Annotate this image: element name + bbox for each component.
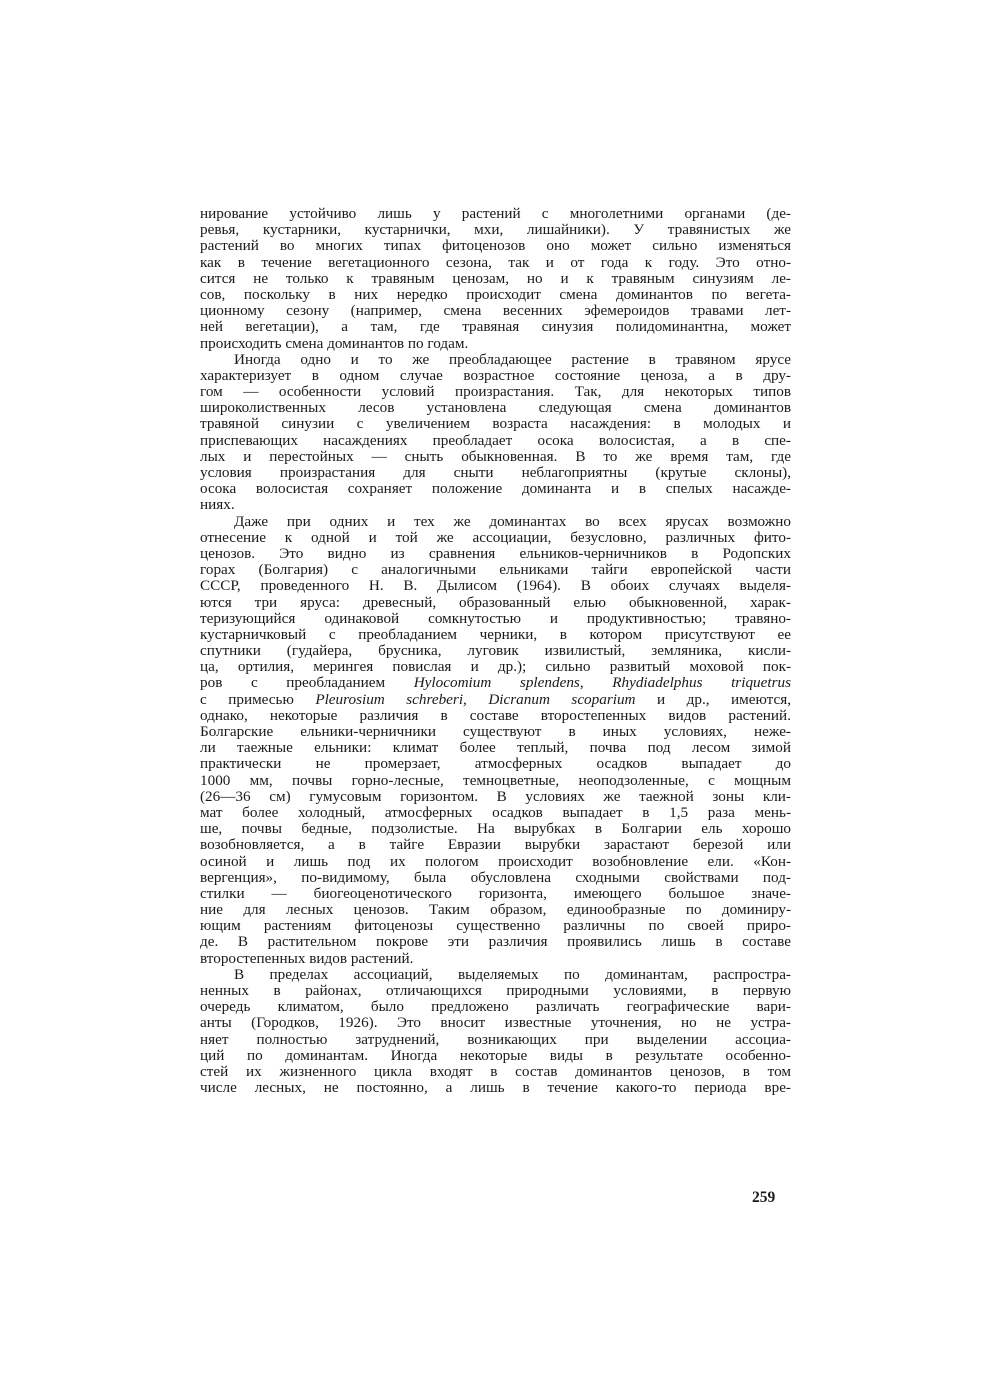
- text-line: ли таежные ельники: климат более теплый, почва под лесом зимой: [200, 739, 791, 757]
- text-line: характеризует в одном случае возрастное состояние ценоза, а в дру-: [200, 366, 791, 384]
- body-text: [200, 206, 791, 1096]
- text-line: лых и перестойных — сныть обыкновенная. В то же время там, где: [200, 447, 791, 465]
- text-line: ниях.: [200, 496, 235, 514]
- text-line: ющим растениям фитоценозы существенно различны по своей приро-: [200, 917, 791, 935]
- text-line: числе лесных, не постоянно, а лишь в течение какого-то периода вре-: [200, 1079, 791, 1097]
- text-run: ров с преобладанием: [200, 674, 414, 692]
- text-line-mixed: [200, 692, 791, 708]
- text-line: растений во многих типах фитоценозов оно может сильно изменяться: [200, 237, 791, 255]
- text-line: широколиственных лесов установлена следующая смена доминантов: [200, 399, 791, 417]
- text-line: (26—36 см) гумусовым горизонтом. В условиях же таежной зоны кли-: [200, 787, 791, 805]
- text-line: стилки — биогеоценотического горизонта, имеющего большое значе-: [200, 884, 791, 902]
- text-line: 1000 мм, почвы горно-лесные, темноцветные, неоподзоленные, с мощным: [200, 771, 791, 789]
- text-line: гом — особенности условий произрастания. Так, для некоторых типов: [200, 383, 791, 401]
- text-line: приспевающих насаждениях преобладает осока волосистая, а в спе-: [200, 431, 791, 449]
- text-line: второстепенных видов растений.: [200, 949, 414, 967]
- text-line: СССР, проведенного Н. В. Дылисом (1964). В обоих случаях выделя-: [200, 577, 791, 595]
- text-line: ние для лесных ценозов. Таким образом, единообразные по доминиру-: [200, 901, 791, 919]
- text-line: ца, ортилия, мерингея повислая и др.); сильно развитый моховой пок-: [200, 658, 791, 676]
- text-line: ций по доминантам. Иногда некоторые виды в результате особенно-: [200, 1046, 791, 1064]
- text-line: отнесение к одной и той же ассоциации, безусловно, различных фито-: [200, 528, 791, 546]
- text-line: нирование устойчиво лишь у растений с многолетними органами (де-: [200, 205, 791, 222]
- text-line: анты (Городков, 1926). Это вносит известные уточнения, но не устра-: [200, 1014, 791, 1032]
- text-line: как в течение вегетационного сезона, так и от года к году. Это отно-: [200, 253, 791, 271]
- page-number: 259: [752, 1189, 776, 1206]
- text-line: сов, поскольку в них нередко происходит смена доминантов по вегета-: [200, 285, 791, 303]
- text-line: ревья, кустарники, кустарнички, мхи, лишайники). У травянистых же: [200, 221, 791, 239]
- text-line: происходить смена доминантов по годам.: [200, 334, 469, 352]
- text-line: ценозов. Это видно из сравнения ельников-черничников в Родопских: [200, 544, 791, 562]
- text-line: условия произрастания для сныти неблагоприятны (крутые склоны),: [200, 464, 791, 481]
- text-run: с примесью: [200, 690, 316, 708]
- text-line: травяной синузии с увеличением возраста насаждения: в молодых и: [200, 415, 791, 433]
- text-line: сится не только к травяным ценозам, но и к травяным синузиям ле-: [200, 269, 791, 287]
- text-line: де. В растительном покрове эти различия проявились лишь в составе: [200, 933, 791, 951]
- text-line: спутники (гудайера, брусника, луговик извилистый, земляника, кисли-: [200, 642, 791, 660]
- text-line: ненных в районах, отличающихся природными условиями, в первую: [200, 982, 791, 999]
- text-line: практически не промерзает, атмосферных осадков выпадает до: [200, 755, 791, 773]
- text-line: ционному сезону (например, смена весенних эфемероидов травами лет-: [200, 302, 791, 320]
- text-line: горах (Болгария) с аналогичными ельниками тайги европейской части: [200, 561, 791, 579]
- text-line: вергенция», по-видимому, была обусловлена сходными свойствами под-: [200, 868, 791, 886]
- text-line: кустарничковый с преобладанием черники, в котором присутствуют ее: [200, 625, 791, 643]
- text-line: ются три яруса: древесный, образованный елью обыкновенной, харак-: [200, 593, 791, 611]
- text-line: очередь климатом, было предложено различать географические вари-: [200, 998, 791, 1016]
- text-line: няет полностью затруднений, возникающих при выделении ассоциа-: [200, 1030, 791, 1048]
- text-line: осока волосистая сохраняет положение доминанта и в спелых насажде-: [200, 480, 791, 498]
- text-line: В пределах ассоциаций, выделяемых по доминантам, распростра-: [234, 965, 791, 983]
- text-line: осиной и лишь под их пологом происходит возобновление ели. «Кон-: [200, 852, 791, 870]
- text-line-mixed: [200, 675, 791, 691]
- text-line: ней вегетации), а там, где травяная синузия полидоминантна, может: [200, 318, 791, 336]
- text-line: Болгарские ельники-черничники существуют в иных условиях, неже-: [200, 723, 791, 740]
- text-line: Иногда одно и то же преобладающее растение в травяном ярусе: [234, 350, 791, 368]
- text-line: однако, некоторые различия в составе второстепенных видов растений.: [200, 706, 791, 724]
- text-line: мат более холодный, атмосферных осадков выпадает в 1,5 раза мень-: [200, 803, 791, 821]
- text-line: стей их жизненного цикла входят в состав доминантов ценозов, в том: [200, 1062, 791, 1080]
- text-run: и др., имеются,: [635, 690, 791, 708]
- text-line: возобновляется, а в тайге Евразии вырубки зарастают березой или: [200, 836, 791, 854]
- text-line: теризующийся одинаковой сомкнутостью и продуктивностью; травяно-: [200, 609, 791, 627]
- latin-species-names: Pleurosium schreberi, Dicranum scoparium: [315, 690, 636, 708]
- text-line: ше, почвы бедные, подзолистые. На вырубках в Болгарии ель хорошо: [200, 820, 791, 838]
- text-line: Даже при одних и тех же доминантах во всех ярусах возможно: [234, 512, 791, 530]
- latin-species-names: Hylocomium splendens, Rhydiadelphus triquetrus: [413, 674, 792, 692]
